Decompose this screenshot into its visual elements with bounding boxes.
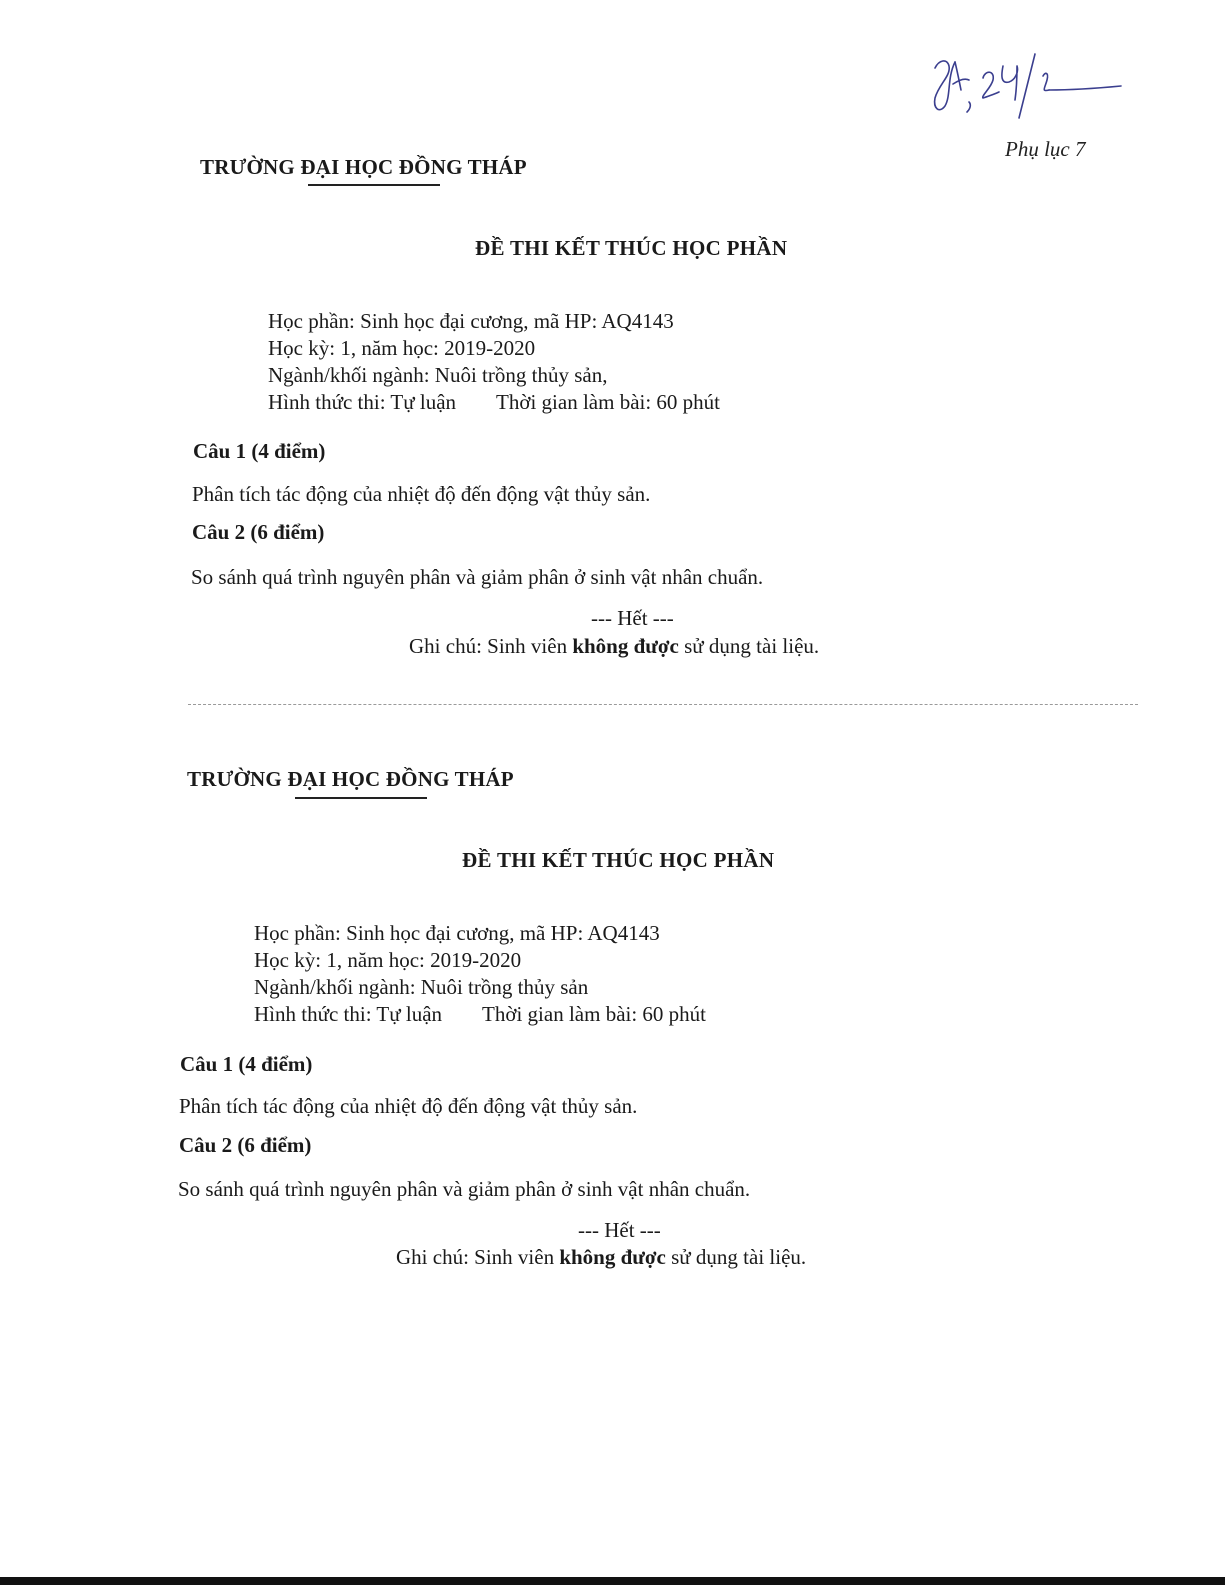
appendix-label: Phụ lục 7 [1005,137,1086,161]
question-1-text: Phân tích tác động của nhiệt độ đến động vật thủy sản. [179,1094,638,1118]
exam-format: Hình thức thi: Tự luận [268,390,457,414]
note-prefix: Ghi chú: Sinh viên [409,634,573,658]
exam-note [409,634,819,659]
scan-edge [0,1577,1225,1585]
question-1-heading: Câu 1 (4 điểm) [180,1052,313,1076]
exam-title: ĐỀ THI KẾT THÚC HỌC PHẦN [462,848,775,872]
semester-line: Học kỳ: 1, năm học: 2019-2020 [254,948,522,972]
note-emphasis: không được [572,634,679,658]
question-1-heading: Câu 1 (4 điểm) [193,439,326,463]
exam-info [254,920,706,1028]
note-suffix: sử dụng tài liệu. [665,1245,807,1269]
school-underline [295,797,427,799]
format-line [268,389,720,416]
exam-duration: Thời gian làm bài: 60 phút [496,390,721,414]
note-suffix: sử dụng tài liệu. [678,634,820,658]
question-1-text: Phân tích tác động của nhiệt độ đến động vật thủy sản. [192,482,651,506]
exam-note [396,1245,806,1270]
question-2-text: So sánh quá trình nguyên phân và giảm phân ở sinh vật nhân chuẩn. [191,565,764,589]
school-name: TRƯỜNG ĐẠI HỌC ĐỒNG THÁP [187,767,514,791]
question-2-heading: Câu 2 (6 điểm) [179,1133,312,1157]
question-2-text: So sánh quá trình nguyên phân và giảm phân ở sinh vật nhân chuẩn. [178,1177,751,1201]
major-line: Ngành/khối ngành: Nuôi trồng thủy sản [254,975,589,999]
exam-format: Hình thức thi: Tự luận [254,1002,443,1026]
course-line: Học phần: Sinh học đại cương, mã HP: AQ4143 [254,921,660,945]
major-line: Ngành/khối ngành: Nuôi trồng thủy sản, [268,363,608,387]
exam-title: ĐỀ THI KẾT THÚC HỌC PHẦN [475,236,788,260]
exam-duration: Thời gian làm bài: 60 phút [482,1002,707,1026]
semester-line: Học kỳ: 1, năm học: 2019-2020 [268,336,536,360]
end-marker: --- Hết --- [578,1218,661,1242]
handwritten-signature [925,40,1125,120]
format-line [254,1001,706,1028]
note-prefix: Ghi chú: Sinh viên [396,1245,560,1269]
note-emphasis: không được [559,1245,666,1269]
course-line: Học phần: Sinh học đại cương, mã HP: AQ4143 [268,309,674,333]
school-name: TRƯỜNG ĐẠI HỌC ĐỒNG THÁP [200,155,527,179]
question-2-heading: Câu 2 (6 điểm) [192,520,325,544]
section-divider [188,704,1138,705]
end-marker: --- Hết --- [591,606,674,630]
school-underline [308,184,440,186]
exam-info [268,308,720,416]
